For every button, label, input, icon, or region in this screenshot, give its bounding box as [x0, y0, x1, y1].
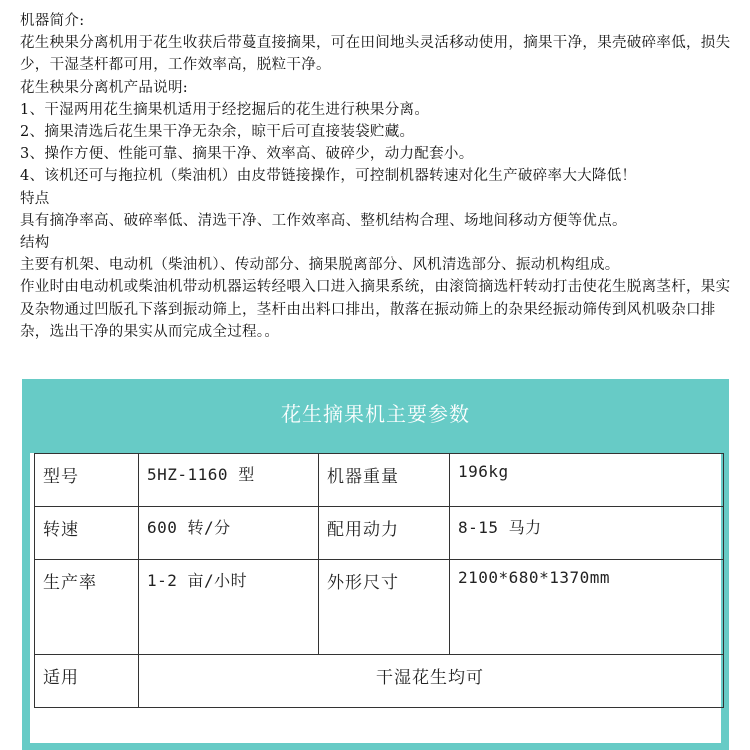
description-item-2: 2、摘果清选后花生果干净无杂余，晾干后可直接装袋贮藏。 [20, 124, 415, 141]
parameters-panel [30, 453, 721, 743]
value-model: 5HZ-1160 型 [139, 454, 319, 507]
parameters-table [34, 453, 724, 708]
parameters-title: 花生摘果机主要参数 [281, 402, 470, 426]
intro-heading: 机器简介: [20, 13, 85, 29]
description-item-4: 4、该机还可与拖拉机（柴油机）由皮带链接操作，可控制机器转速对化生产破碎率大大降低！ [20, 168, 637, 185]
label-speed: 转速 [35, 507, 139, 560]
intro-paragraph: 花生秧果分离机用于花生收获后带蔓直接摘果，可在田间地头灵活移动使用，摘果干净，果壳破碎率低，损失少，干湿茎杆都可用，工作效率高，脱粒干净。 [20, 35, 731, 74]
description-item-1: 1、干湿两用花生摘果机适用于经挖掘后的花生进行秧果分离。 [20, 101, 430, 118]
parameters-card [22, 379, 729, 750]
features-text: 具有摘净率高、破碎率低、清选干净、工作效率高、整机结构合理、场地间移动方便等优点。 [20, 212, 627, 229]
value-application: 干湿花生均可 [139, 655, 724, 708]
label-weight: 机器重量 [319, 454, 450, 507]
label-power: 配用动力 [319, 507, 450, 560]
features-heading: 特点 [20, 190, 50, 207]
value-dimensions: 2100*680*1370mm [450, 560, 724, 655]
label-productivity: 生产率 [35, 560, 139, 655]
table-row [35, 507, 724, 560]
structure-heading: 结构 [20, 235, 50, 252]
label-model: 型号 [35, 454, 139, 507]
table-row [35, 655, 724, 708]
value-weight: 196kg [450, 454, 724, 507]
structure-text: 主要有机架、电动机（柴油机）、传动部分、摘果脱离部分、风机清选部分、振动机构组成。 [20, 257, 620, 274]
label-application: 适用 [35, 655, 139, 708]
table-row [35, 560, 724, 655]
description-item-3: 3、操作方便、性能可靠、摘果干净、效率高、破碎少，动力配套小。 [20, 146, 474, 163]
value-speed: 600 转/分 [139, 507, 319, 560]
product-description-heading: 花生秧果分离机产品说明: [20, 79, 188, 96]
intro-text [20, 10, 735, 343]
table-row [35, 454, 724, 507]
value-power: 8-15 马力 [450, 507, 724, 560]
value-productivity: 1-2 亩/小时 [139, 560, 319, 655]
label-dimensions: 外形尺寸 [319, 560, 450, 655]
operation-text: 作业时由电动机或柴油机带动机器运转经喂入口进入摘果系统，由滚筒摘选杆转动打击使花生脱离茎杆，果实及杂物通过凹版孔下落到振动筛上，茎杆由出料口排出，散落在振动筛上的杂果经振动筛传到风机吸杂口排杂，选出干净的果实从而完成全过程。。 [20, 279, 731, 340]
